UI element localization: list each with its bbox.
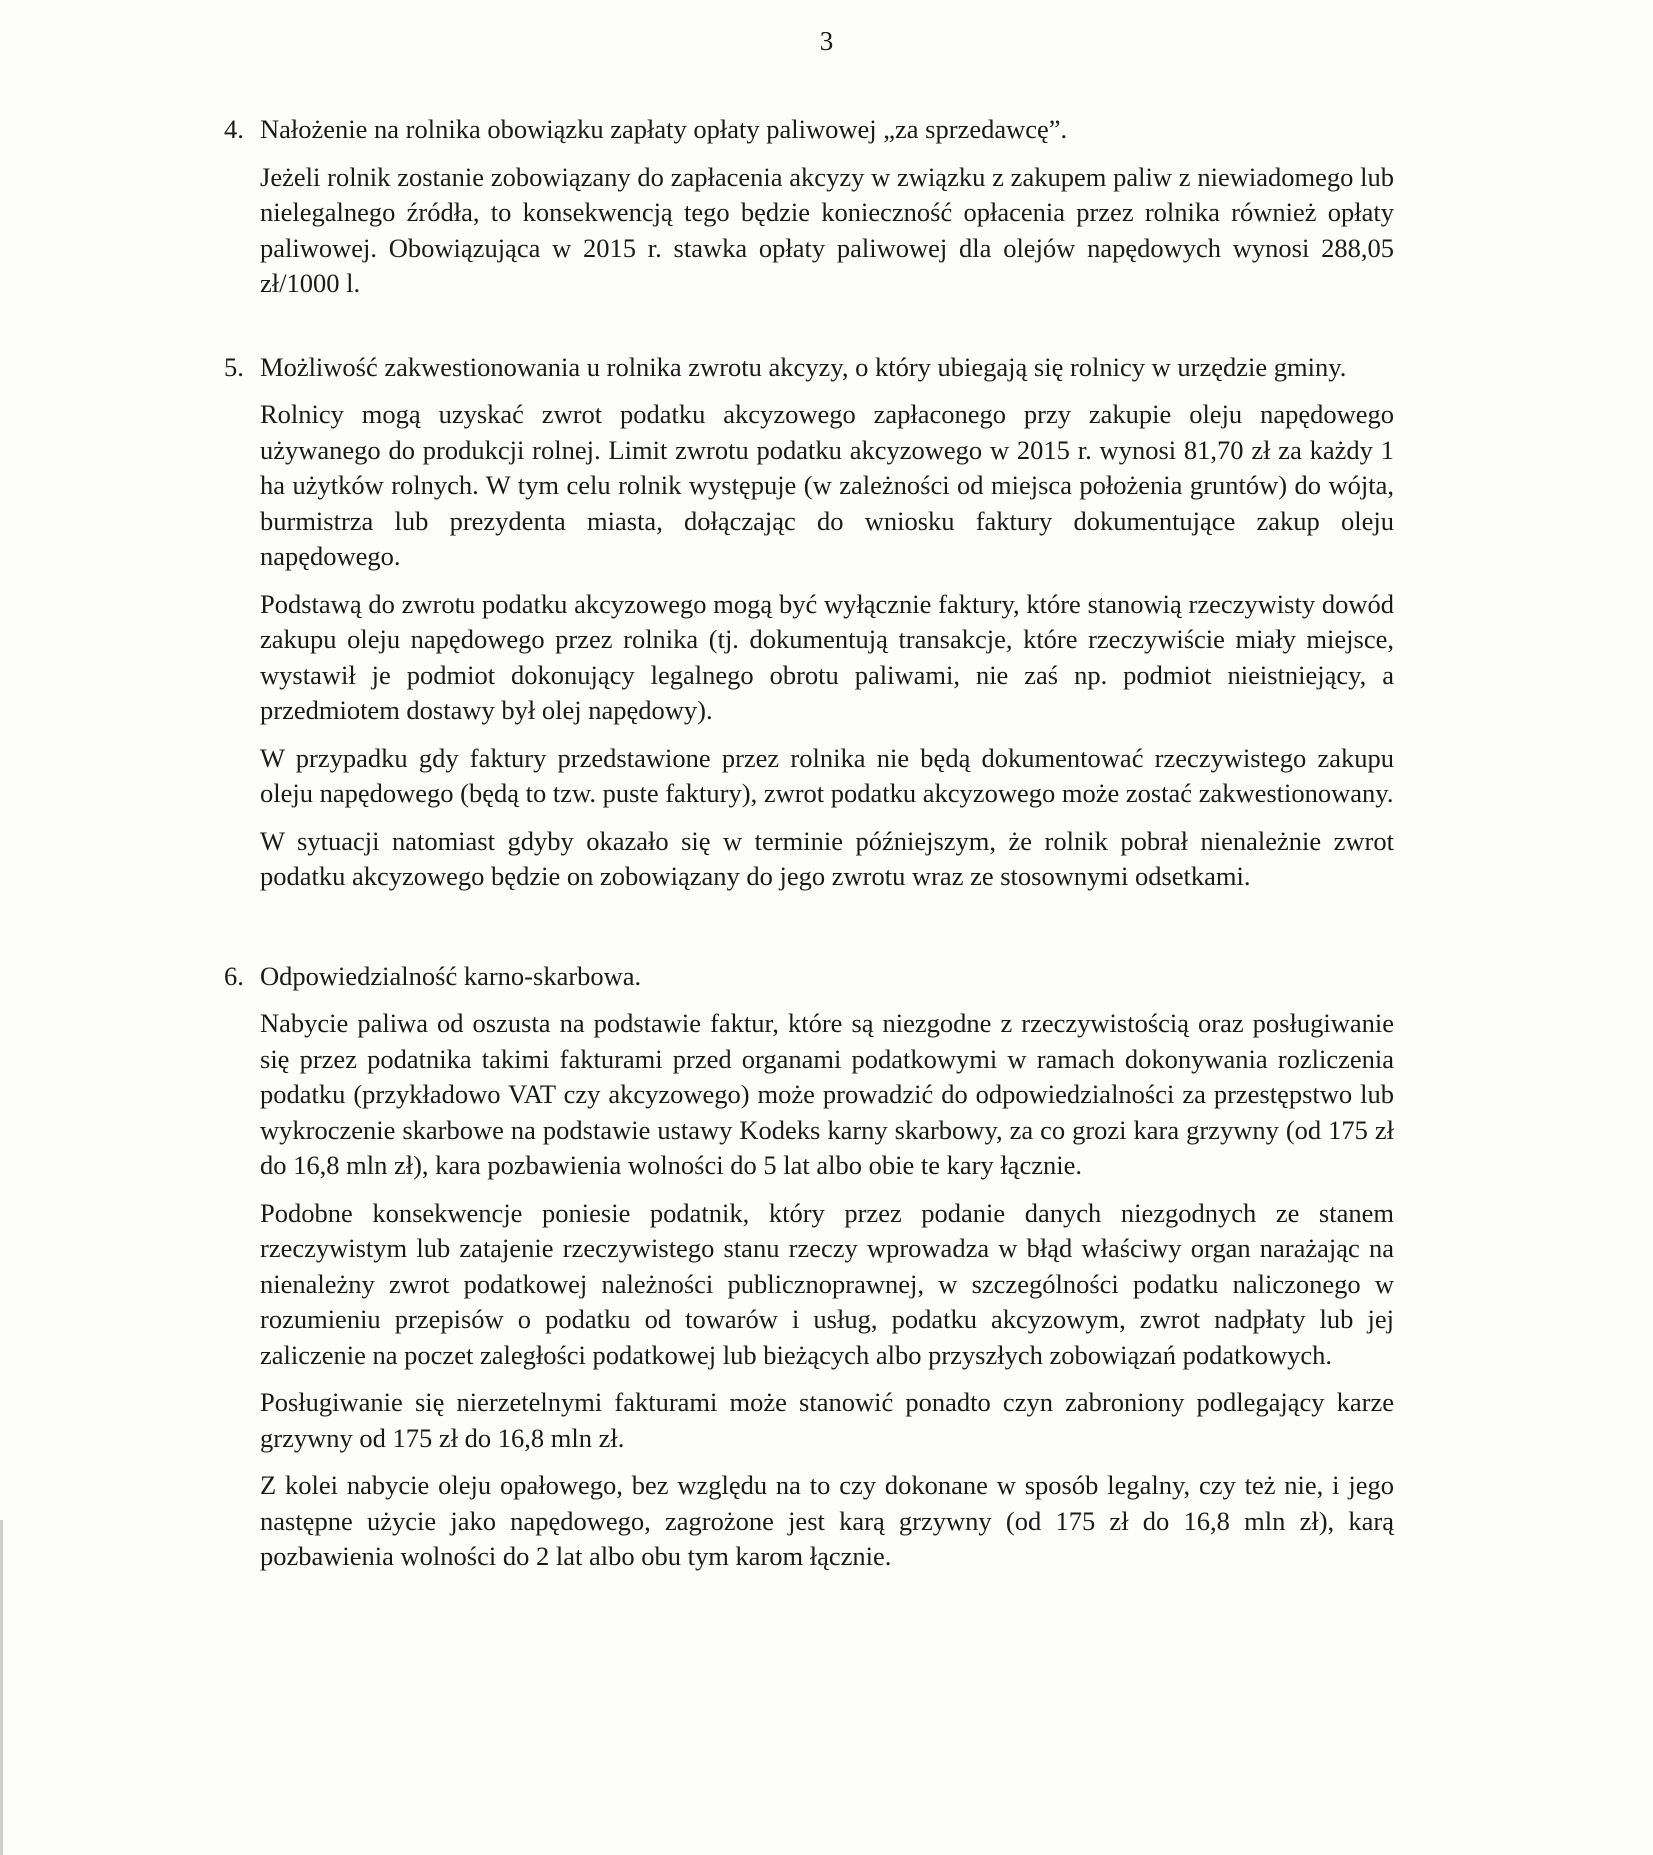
section-number: 6.: [224, 960, 244, 991]
paragraph: W przypadku gdy faktury przedstawione przez rolnika nie będą dokumentować rzeczywistego zakupu oleju napędowego (będą to tzw. puste faktury), zwrot podatku akcyzowego może zostać zakwestionowany.: [260, 742, 1394, 808]
section-heading: [224, 959, 1394, 995]
section-heading: [224, 350, 1394, 386]
section-heading: [224, 112, 1394, 148]
paragraph: Z kolei nabycie oleju opałowego, bez względu na to czy dokonane w sposób legalny, czy też nie, i jego następne użycie jako napędowego, zagrożone jest karą grzywny (od 175 zł do 16,8 mln zł), karą pozbawienia wolności do 2 lat albo obu tym karom łącznie.: [260, 1470, 1394, 1571]
page-number: 3: [819, 26, 834, 56]
paragraph: Podobne konsekwencje poniesie podatnik, który przez podanie danych niezgodnych ze stanem rzeczywistym lub zatajenie rzeczywistego stanu rzeczy wprowadza w błąd właściwy organ narażając na nienależny zwrot podatkowej należności publicznoprawnej, w szczególności podatku naliczonego w rozumieniu przepisów o podatku od towarów i usług, podatku akcyzowym, zwrot nadpłaty lub jej zaliczenie na poczet zaległości podatkowej lub bieżących albo przyszłych zobowiązań podatkowych.: [260, 1197, 1394, 1370]
scan-edge-shadow: [0, 1520, 3, 1855]
paragraph: Posługiwanie się nierzetelnymi fakturami może stanowić ponadto czyn zabroniony podlegający karze grzywny od 175 zł do 16,8 mln zł.: [260, 1387, 1394, 1453]
paragraph: W sytuacji natomiast gdyby okazało się w terminie późniejszym, że rolnik pobrał nienależnie zwrot podatku akcyzowego będzie on zobowiązany do jego zwrotu wraz ze stosownymi odsetkami.: [260, 825, 1394, 891]
paragraph: Jeżeli rolnik zostanie zobowiązany do zapłacenia akcyzy w związku z zakupem paliw z niewiadomego lub nielegalnego źródła, to konsekwencją tego będzie konieczność opłacenia przez rolnika również opłaty paliwowej. Obowiązująca w 2015 r. stawka opłaty paliwowej dla olejów napędowych wynosi 288,05 zł/1000 l.: [260, 161, 1394, 298]
section-title: Możliwość zakwestionowania u rolnika zwrotu akcyzy, o który ubiegają się rolnicy w urzędzie gminy.: [260, 351, 1347, 382]
paragraph: Rolnicy mogą uzyskać zwrot podatku akcyzowego zapłaconego przy zakupie oleju napędowego używanego do produkcji rolnej. Limit zwrotu podatku akcyzowego w 2015 r. wynosi 81,70 zł za każdy 1 ha użytków rolnych. W tym celu rolnik występuje (w zależności od miejsca położenia gruntów) do wójta, burmistrza lub prezydenta miasta, dołączając do wniosku faktury dokumentujące zakup oleju napędowego.: [260, 399, 1394, 571]
document-body: [224, 112, 1394, 1587]
section-number: 4.: [224, 114, 244, 144]
paragraph: Podstawą do zwrotu podatku akcyzowego mogą być wyłącznie faktury, które stanowią rzeczywisty dowód zakupu oleju napędowego przez rolnika (tj. dokumentują transakcje, które rzeczywiście miały miejsce, wystawił je podmiot dokonujący legalnego obrotu paliwami, nie zaś np. podmiot nieistniejący, a przedmiotem dostawy był olej napędowy).: [260, 588, 1394, 725]
paragraph: Nabycie paliwa od oszusta na podstawie faktur, które są niezgodne z rzeczywistością oraz posługiwanie się przez podatnika takimi fakturami przed organami podatkowymi w ramach dokonywania rozliczenia podatku (przykładowo VAT czy akcyzowego) może prowadzić do odpowiedzialności za przestępstwo lub wykroczenie skarbowe na podstawie ustawy Kodeks karny skarbowy, za co grozi kara grzywny (od 175 zł do 16,8 mln zł), kara pozbawienia wolności do 5 lat albo obie te kary łącznie.: [260, 1008, 1394, 1180]
section-title: Odpowiedzialność karno-skarbowa.: [260, 960, 642, 991]
section-number: 5.: [224, 351, 244, 382]
section-6: [224, 959, 1394, 1575]
section-5: [224, 350, 1394, 895]
section-title: Nałożenie na rolnika obowiązku zapłaty opłaty paliwowej „za sprzedawcę”.: [260, 114, 1068, 144]
section-4: [224, 112, 1394, 302]
